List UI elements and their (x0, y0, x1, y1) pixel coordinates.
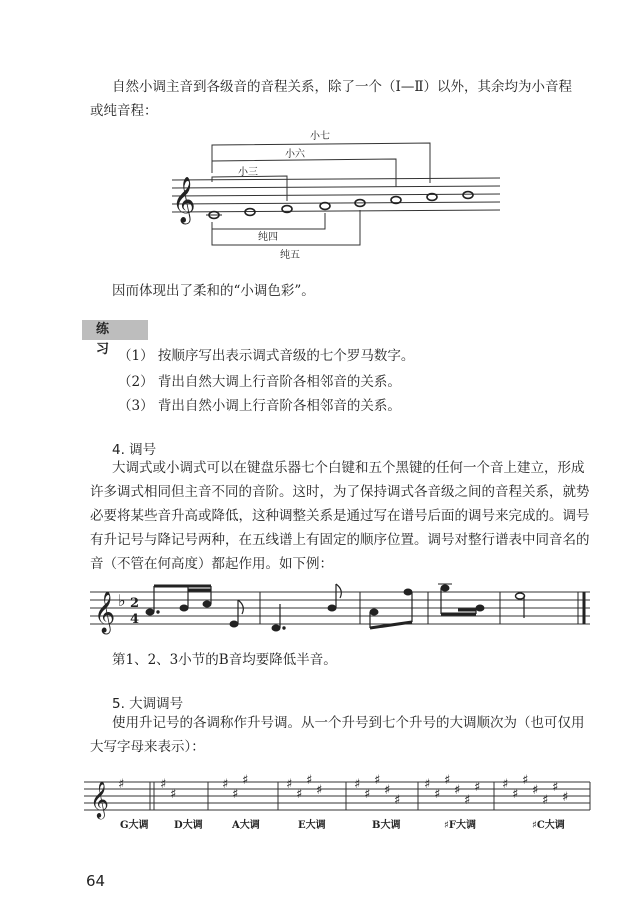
note-d (320, 203, 330, 210)
svg-text:♯: ♯ (374, 773, 381, 788)
label-p4: 纯四 (258, 232, 278, 243)
svg-text:♯: ♯ (354, 777, 361, 792)
key-label-e: E大调 (298, 820, 326, 831)
intro-line-2: 或纯音程： (90, 103, 158, 119)
svg-text:♯: ♯ (296, 787, 303, 802)
time-sig-top: 2 (130, 596, 140, 611)
key-signature-example (88, 578, 598, 646)
label-m3: 小三 (238, 167, 258, 178)
exercise-item-1: （1） 按顺序写出表示调式音级的七个罗马数字。 (118, 348, 415, 364)
svg-text:♯: ♯ (474, 780, 481, 795)
example-caption: 第1、2、3小节的B音均要降低半音。 (112, 652, 337, 668)
bracket-p4 (212, 213, 325, 229)
svg-text:♯: ♯ (170, 787, 177, 802)
treble-clef-icon: 𝄞 (94, 592, 116, 633)
note-a2 (463, 192, 473, 199)
treble-clef-icon: 𝄞 (172, 177, 196, 223)
section-4-heading: 4. 调号 (112, 442, 157, 458)
note (146, 609, 154, 615)
svg-text:♯: ♯ (242, 773, 249, 788)
svg-text:♯: ♯ (286, 777, 293, 792)
key-label-d: D大调 (174, 820, 203, 831)
section-4-line-3: 必要将某些音升高或降低，这种调整关系是通过写在谱号后面的调号来完成的。调号 (90, 508, 590, 524)
svg-text:♯: ♯ (222, 777, 229, 792)
svg-text:♯: ♯ (464, 793, 471, 808)
svg-text:♯: ♯ (502, 777, 509, 792)
key-label-b: B大调 (372, 820, 401, 831)
section-4-line-1: 大调式或小调式可以在键盘乐器七个白键和五个黑键的任何一个音上建立，形成 (112, 460, 585, 476)
key-labels (120, 818, 565, 831)
conclusion-text: 因而体现出了柔和的“小调色彩”。 (112, 283, 315, 299)
flat-icon: ♭ (118, 591, 126, 610)
svg-text:♯: ♯ (424, 777, 431, 792)
label-p5: 纯五 (280, 250, 300, 261)
svg-text:♯: ♯ (306, 773, 313, 788)
svg-text:♯: ♯ (562, 790, 569, 805)
section-5-line-1: 使用升记号的各调称作升号调。从一个升号到七个升号的大调顺次为（也可仅用 (112, 715, 585, 731)
page-number: 64 (86, 872, 106, 890)
section-4-line-4: 有升记号与降记号两种，在五线谱上有固定的顺序位置。调号对整行谱表中同音名的 (90, 532, 590, 548)
treble-clef-icon: 𝄞 (90, 780, 109, 818)
svg-text:♯: ♯ (232, 787, 239, 802)
svg-text:♯: ♯ (532, 783, 539, 798)
svg-text:♯: ♯ (316, 783, 323, 798)
exercise-item-3: （3） 背出自然小调上行音阶各相邻音的关系。 (118, 398, 401, 414)
svg-text:♯: ♯ (512, 787, 519, 802)
section-4-line-2: 许多调式相同但主音不同的音阶。这时，为了保持调式各音级之间的音程关系，就势 (90, 484, 590, 500)
key-label-g: G大调 (120, 820, 149, 831)
exercise-item-2: （2） 背出自然大调上行音阶各相邻音的关系。 (118, 374, 401, 390)
svg-text:♯: ♯ (444, 773, 451, 788)
label-m7: 小七 (310, 131, 330, 142)
svg-text:♯: ♯ (160, 777, 167, 792)
key-label-fsharp: ♯F大调 (444, 820, 476, 831)
lower-brackets (212, 210, 360, 245)
interval-diagram (160, 125, 510, 265)
section-5-heading: 5. 大调调号 (112, 696, 184, 712)
svg-text:♯: ♯ (394, 793, 401, 808)
key-label-a: A大调 (232, 820, 260, 831)
svg-text:♯: ♯ (552, 780, 559, 795)
svg-text:♯: ♯ (522, 773, 529, 788)
svg-text:♯: ♯ (364, 787, 371, 802)
intro-line-1: 自然小调主音到各级音的音程关系，除了一个（Ⅰ—Ⅱ）以外，其余均为小音程 (112, 79, 573, 95)
key-label-csharp: ♯C大调 (532, 820, 565, 831)
bracket-p5 (212, 210, 360, 245)
svg-text:♯: ♯ (542, 793, 549, 808)
staff-lines (172, 178, 500, 212)
svg-text:♯: ♯ (118, 777, 125, 792)
section-5-line-2: 大写字母来表示）： (90, 739, 205, 755)
svg-text:♯: ♯ (454, 783, 461, 798)
sharp-keys-staff (82, 770, 602, 832)
measure-4 (438, 584, 500, 624)
time-sig-bottom: 4 (130, 612, 140, 627)
exercise-tag: 练 习 (82, 320, 148, 340)
section-4-line-5: 音（不管在何高度）都起作用。如下例： (90, 556, 333, 572)
label-m6: 小六 (285, 149, 305, 160)
dot (157, 611, 159, 613)
svg-text:♯: ♯ (434, 787, 441, 802)
svg-text:♯: ♯ (384, 783, 391, 798)
